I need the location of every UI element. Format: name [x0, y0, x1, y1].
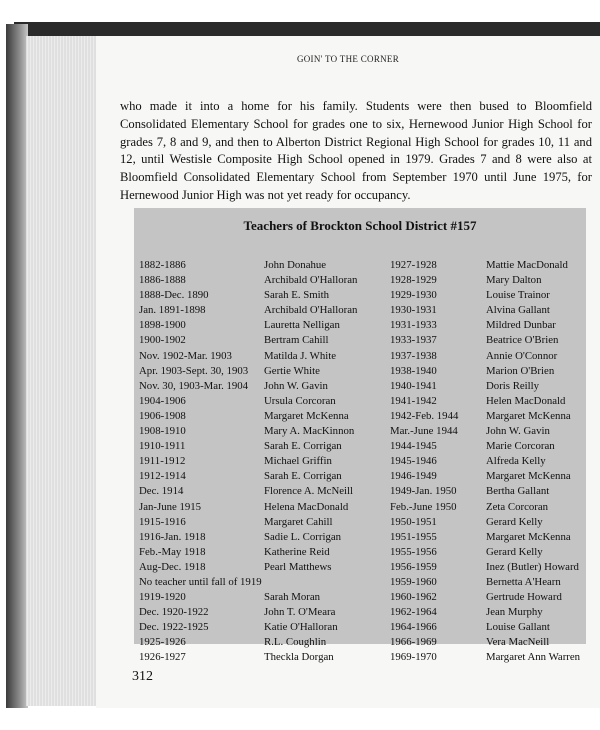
- table-year-cell: 1928-1929: [390, 274, 437, 287]
- table-year-cell: Mar.-June 1944: [390, 425, 458, 438]
- table-year-cell: Apr. 1903-Sept. 30, 1903: [139, 364, 249, 377]
- table-year-cell: 1946-1949: [390, 470, 437, 483]
- table-year-cell: 1912-1914: [139, 470, 186, 483]
- table-year-cell: Dec. 1922-1925: [139, 621, 209, 634]
- table-teacher-cell: Margaret Cahill: [264, 515, 333, 528]
- table-teacher-cell: Archibald O'Halloran: [264, 304, 358, 317]
- table-year-cell: Nov. 1902-Mar. 1903: [139, 349, 232, 362]
- table-year-cell: Aug-Dec. 1918: [139, 560, 206, 573]
- table-year-cell: 1933-1937: [390, 334, 437, 347]
- table-teacher-cell: Jean Murphy: [486, 606, 543, 619]
- table-teacher-cell: Alfreda Kelly: [486, 455, 546, 468]
- table-year-cell: 1911-1912: [139, 455, 186, 468]
- table-year-cell: 1906-1908: [139, 409, 186, 422]
- table-teacher-cell: Bertram Cahill: [264, 334, 329, 347]
- table-teacher-cell: Marie Corcoran: [486, 440, 555, 453]
- table-year-cell: 1900-1902: [139, 334, 186, 347]
- table-teacher-cell: Margaret McKenna: [486, 409, 571, 422]
- table-year-cell: 1966-1969: [390, 636, 437, 649]
- table-teacher-cell: John Donahue: [264, 259, 327, 271]
- teachers-table: [134, 208, 586, 664]
- table-teacher-cell: Louise Gallant: [486, 621, 550, 634]
- table-year-cell: 1888-Dec. 1890: [139, 289, 209, 302]
- table-teacher-cell: Sarah E. Corrigan: [264, 470, 342, 483]
- table-teacher-cell: Ursula Corcoran: [264, 394, 336, 407]
- table-year-cell: 1908-1910: [139, 425, 186, 438]
- table-year-cell: 1950-1951: [390, 515, 437, 528]
- table-teacher-cell: John W. Gavin: [264, 379, 328, 392]
- table-teacher-cell: Mildred Dunbar: [486, 319, 556, 332]
- table-year-cell: 1886-1888: [139, 274, 186, 287]
- page-stack-edge: [26, 36, 96, 706]
- table-year-cell: 1931-1933: [390, 319, 437, 332]
- table-year-cell: No teacher until fall of 1919: [139, 575, 262, 588]
- table-teacher-cell: Gertie White: [264, 364, 320, 377]
- table-teacher-cell: Katherine Reid: [264, 545, 330, 558]
- table-year-cell: 1945-1946: [390, 455, 437, 468]
- table-teacher-cell: Archibald O'Halloran: [264, 274, 358, 287]
- table-year-cell: 1898-1900: [139, 319, 186, 332]
- table-teacher-cell: Annie O'Connor: [486, 349, 558, 362]
- table-year-cell: 1919-1920: [139, 591, 186, 604]
- table-year-cell: 1956-1959: [390, 560, 437, 573]
- table-teacher-cell: Mary Dalton: [486, 274, 542, 287]
- table-year-cell: 1969-1970: [390, 651, 437, 664]
- table-year-cell: 1910-1911: [139, 440, 186, 453]
- table-teacher-cell: Gerard Kelly: [486, 545, 543, 558]
- table-year-cell: Dec. 1914: [139, 485, 184, 498]
- table-year-cell: 1949-Jan. 1950: [390, 485, 457, 498]
- table-year-cell: 1938-1940: [390, 364, 437, 377]
- table-year-cell: 1937-1938: [390, 349, 437, 362]
- table-year-cell: Dec. 1920-1922: [139, 606, 209, 619]
- table-teacher-cell: John T. O'Meara: [264, 606, 336, 619]
- table-year-cell: 1925-1926: [139, 636, 186, 649]
- book-spine: [6, 24, 28, 708]
- table-year-cell: 1904-1906: [139, 394, 186, 407]
- table-year-cell: 1942-Feb. 1944: [390, 409, 459, 422]
- table-teacher-cell: Pearl Matthews: [264, 560, 332, 573]
- table-teacher-cell: Vera MacNeill: [486, 636, 550, 649]
- table-year-cell: 1940-1941: [390, 379, 437, 392]
- table-teacher-cell: Sarah E. Corrigan: [264, 440, 342, 453]
- table-year-cell: Nov. 30, 1903-Mar. 1904: [139, 379, 249, 392]
- table-teacher-cell: Beatrice O'Brien: [486, 334, 559, 347]
- table-teacher-cell: Helena MacDonald: [264, 500, 349, 513]
- table-year-cell: Feb.-June 1950: [390, 500, 457, 513]
- table-teacher-cell: Mattie MacDonald: [486, 259, 568, 271]
- table-year-cell: 1959-1960: [390, 575, 437, 588]
- table-year-cell: 1944-1945: [390, 440, 437, 453]
- table-year-cell: Feb.-May 1918: [139, 545, 206, 558]
- table-teacher-cell: Margaret McKenna: [486, 470, 571, 483]
- years-column-1: [139, 258, 262, 666]
- table-year-cell: 1964-1966: [390, 621, 437, 634]
- table-year-cell: 1926-1927: [139, 651, 186, 664]
- table-year-cell: 1962-1964: [390, 606, 437, 619]
- table-teacher-cell: Marion O'Brien: [486, 364, 555, 377]
- table-teacher-cell: Gerard Kelly: [486, 515, 543, 528]
- table-year-cell: 1927-1928: [390, 259, 437, 271]
- table-teacher-cell: Sadie L. Corrigan: [264, 530, 342, 543]
- names-column-1: [264, 258, 357, 666]
- table-teacher-cell: Doris Reilly: [486, 379, 540, 392]
- table-teacher-cell: Lauretta Nelligan: [264, 319, 340, 332]
- table-teacher-cell: Margaret McKenna: [486, 530, 571, 543]
- table-year-cell: 1930-1931: [390, 304, 437, 317]
- table-teacher-cell: Bernetta A'Hearn: [486, 575, 561, 588]
- table-year-cell: Jan-June 1915: [139, 500, 202, 513]
- years-column-2: [390, 258, 458, 666]
- body-paragraph: who made it into a home for his family. Students were then bused to Bloomfield Consolidated Elementary School for grades one to six, Hernewood Junior High School for grades 7, 8 and 9, and then to Alberton District Regional High School for grades 10, 11 and 12, until Westisle Composite High School opened in 1979. Grades 7 and 8 were also at Bloomfield Consolidated Elementary School from September 1970 until June 1975, for Hernewood Junior High was not yet ready for occupancy.: [120, 99, 592, 202]
- table-teacher-cell: Florence A. McNeill: [264, 485, 354, 498]
- table-year-cell: 1915-1916: [139, 515, 186, 528]
- table-teacher-cell: Alvina Gallant: [486, 304, 550, 317]
- table-teacher-cell: Mary A. MacKinnon: [264, 425, 355, 438]
- book-page: [96, 36, 600, 708]
- table-teacher-cell: Gertrude Howard: [486, 591, 562, 604]
- table-teacher-cell: [264, 575, 357, 590]
- table-teacher-cell: Michael Griffin: [264, 455, 332, 468]
- table-year-cell: 1955-1956: [390, 545, 437, 558]
- table-year-cell: 1929-1930: [390, 289, 437, 302]
- table-year-cell: 1951-1955: [390, 530, 437, 543]
- running-head: GOIN' TO THE CORNER: [296, 54, 400, 64]
- table-teacher-cell: R.L. Coughlin: [264, 636, 327, 649]
- table-teacher-cell: John W. Gavin: [486, 425, 550, 438]
- table-teacher-cell: Inez (Butler) Howard: [486, 560, 579, 573]
- table-teacher-cell: Margaret Ann Warren: [486, 651, 581, 664]
- names-column-2: [486, 258, 580, 666]
- table-teacher-cell: Sarah E. Smith: [264, 289, 330, 302]
- table-teacher-cell: Theckla Dorgan: [264, 651, 334, 664]
- table-teacher-cell: Sarah Moran: [264, 591, 321, 604]
- table-year-cell: 1941-1942: [390, 394, 437, 407]
- table-title: Teachers of Brockton School District #157: [243, 218, 477, 233]
- table-teacher-cell: Katie O'Halloran: [264, 621, 338, 634]
- table-teacher-cell: Matilda J. White: [264, 349, 337, 362]
- page-number: 312: [132, 669, 153, 684]
- table-year-cell: 1960-1962: [390, 591, 437, 604]
- table-teacher-cell: Bertha Gallant: [486, 485, 550, 498]
- table-year-cell: 1882-1886: [139, 259, 186, 271]
- table-teacher-cell: Louise Trainor: [486, 289, 550, 302]
- table-teacher-cell: Margaret McKenna: [264, 409, 349, 422]
- table-teacher-cell: Zeta Corcoran: [486, 500, 549, 513]
- table-year-cell: Jan. 1891-1898: [139, 304, 206, 317]
- table-year-cell: 1916-Jan. 1918: [139, 530, 206, 543]
- table-teacher-cell: Helen MacDonald: [486, 394, 566, 407]
